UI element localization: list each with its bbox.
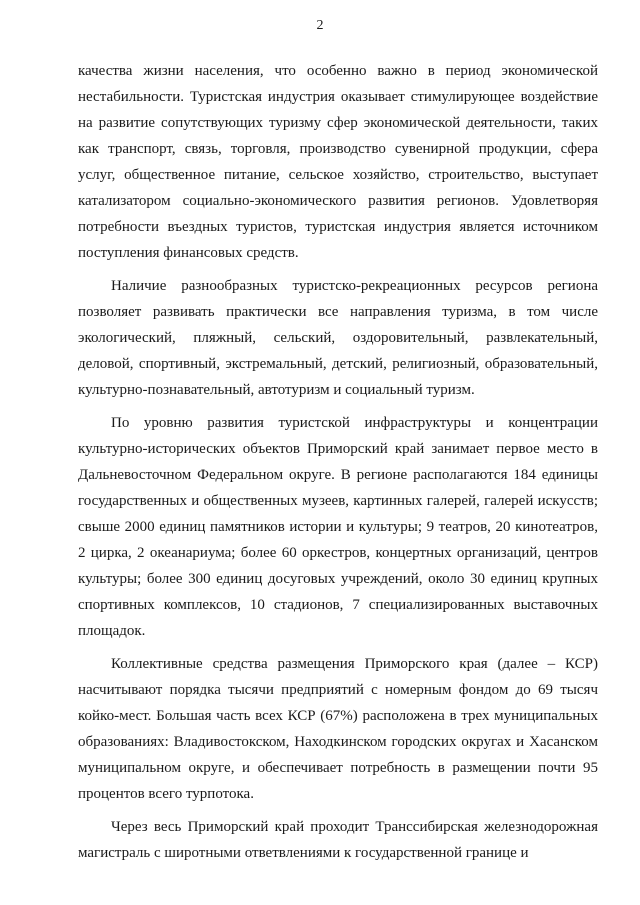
document-body (78, 58, 598, 873)
paragraph: качества жизни населения, что особенно важно в период экономической нестабильности. Туристская индустрия оказывает стимулирующее воздействие на развитие сопутствующих туризму сфер экономической деятельности, таких как транспорт, связь, торговля, производство сувенирной продукции, сфера услуг, общественное питание, сельское хозяйство, строительство, выступает катализатором социально-экономического развития регионов. Удовлетворяя потребности въездных туристов, туристская индустрия является источником поступления финансовых средств. (78, 63, 598, 261)
paragraph: По уровню развития туристской инфраструктуры и концентрации культурно-исторических объектов Приморский край занимает первое место в Дальневосточном Федеральном округе. В регионе располагаются 184 единицы государственных и общественных музеев, картинных галерей, галерей искусств; свыше 2000 единиц памятников истории и культуры; 9 театров, 20 кинотеатров, 2 цирка, 2 океанариума; более 60 оркестров, концертных организаций, центров культуры; более 300 единиц досуговых учреждений, около 30 единиц крупных спортивных комплексов, 10 стадионов, 7 специализированных выставочных площадок. (78, 415, 598, 639)
paragraph: Наличие разнообразных туристско-рекреационных ресурсов региона позволяет развивать практически все направления туризма, в том числе экологический, пляжный, сельский, оздоровительный, развлекательный, деловой, спортивный, экстремальный, детский, религиозный, образовательный, культурно-познавательный, автотуризм и социальный туризм. (78, 278, 598, 398)
paragraph: Через весь Приморский край проходит Транссибирская железнодорожная магистраль с широтными ответвлениями к государственной границе и (78, 819, 598, 861)
paragraph: Коллективные средства размещения Приморского края (далее – КСР) насчитывают порядка тысячи предприятий с номерным фондом до 69 тысяч койко-мест. Большая часть всех КСР (67%) расположена в трех муниципальных образованиях: Владивостокском, Находкинском городских округах и Хасанском муниципальном округе, и обеспечивает потребность в размещении почти 95 процентов всего турпотока. (78, 656, 598, 802)
page-number: 2 (316, 18, 324, 33)
